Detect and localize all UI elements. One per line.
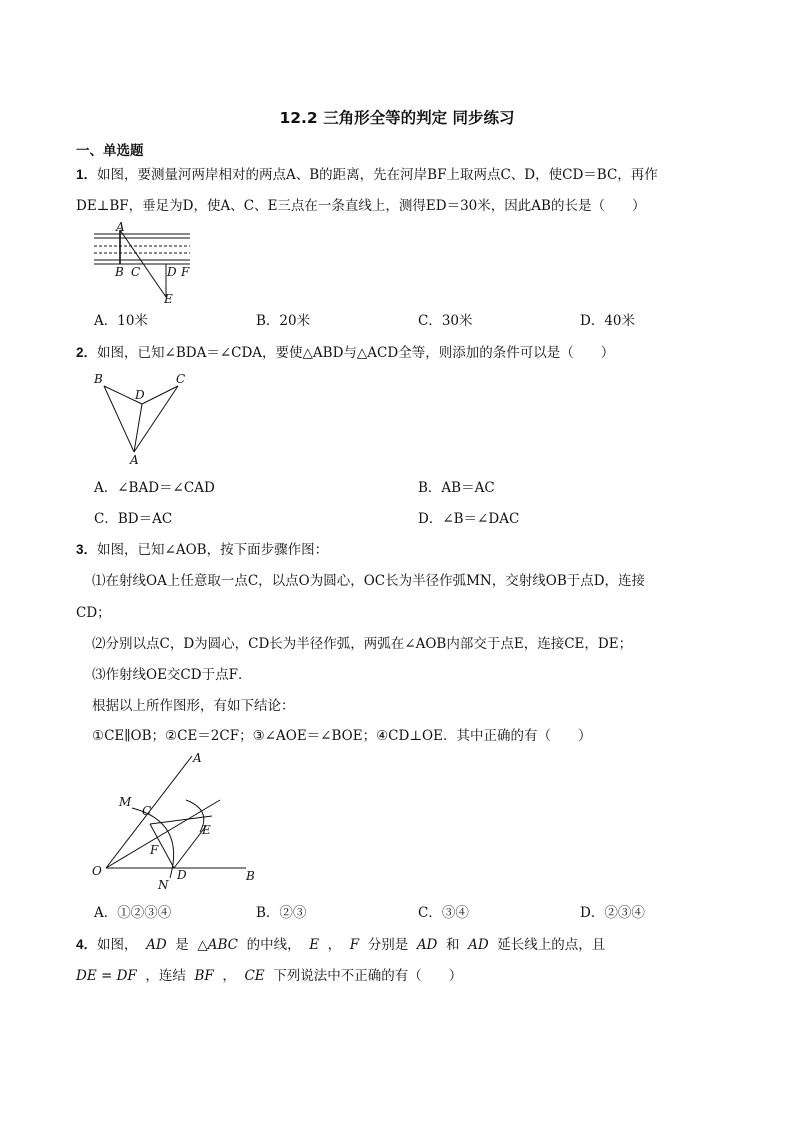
q3-option-b: B．②③ [256,905,307,921]
q4-text-e: 分别是 [367,937,409,953]
q4-text-d: ， [327,937,342,953]
q2-label-B: B [94,372,103,386]
q4-text-g: 延长线上的点，且 [497,937,606,953]
q3-label-N: N [158,878,169,892]
q1-label-B: B [115,265,124,279]
q2-label-A: A [130,453,139,466]
q3-text-1: 如图，已知∠AOB，按下面步骤作图： [97,542,329,558]
section-heading: 一、单选题 [76,143,144,159]
q4-text-connect: ，连结 [145,968,186,984]
q4-math-F: F [349,937,360,953]
q2-segment-BA [104,386,134,452]
q4-math-AD: AD [146,937,167,953]
q2-number: 2． [76,345,98,360]
q4-text-question: 下列说法中不正确的有（ ） [273,968,463,984]
q1-option-d: D．40米 [580,313,636,329]
q4-text-a: 如图， [97,937,138,953]
q3-label-F: F [150,843,159,857]
q3-step3: ⑶作射线OE交CD于点F． [92,667,252,683]
q3-step2: ⑵分别以点C，D为圆心，CD长为半径作弧，两弧在∠AOB内部交于点E，连接CE，DE； [92,636,633,652]
q4-text-f: 和 [445,937,460,953]
q1-figure [88,220,198,308]
q3-option-a: A．①②③④ [94,905,172,921]
q4-text-b: 是 [175,937,189,953]
q4-math-AD-3: AD [468,937,489,953]
q3-option-c: C．③④ [418,905,469,921]
q4-math-DE-DF: DE = DF [76,968,137,984]
q4-line1 [76,936,605,954]
q2-figure [90,370,190,466]
q1-option-a: A．10米 [94,313,148,329]
q2-text-1: 如图，已知∠BDA＝∠CDA，要使△ABD与△ACD全等，则添加的条件可以是（ ） [97,345,615,361]
q2-option-a: A．∠BAD＝∠CAD [94,480,215,496]
q4-line2 [76,967,462,985]
q1-number: 1． [76,167,98,182]
q3-line1 [76,541,328,559]
q4-number: 4． [76,937,98,952]
q1-label-A: A [116,220,125,234]
q3-label-O: O [92,864,102,878]
q4-text-comma: ， [222,968,236,984]
q1-text-1: 如图，要测量河两岸相对的两点A、B的距离，先在河岸BF上取两点C、D，使CD＝BC，再作 [97,167,658,183]
q4-math-BF: BF [194,968,214,984]
worksheet-title: 12.2 三角形全等的判定 同步练习 [279,109,515,127]
q4-math-CE: CE [244,968,265,984]
q3-label-C: C [142,804,152,818]
q2-option-c: C．BD＝AC [94,511,173,527]
q3-option-d: D．②③④ [580,905,645,921]
q3-conclusions: ①CE∥OB；②CE＝2CF；③∠AOE＝∠BOE；④CD⊥OE．其中正确的有（ ） [92,728,592,744]
q2-label-D: D [135,388,145,402]
q4-math-AD-2: AD [416,937,438,953]
q3-number: 3． [76,542,98,557]
q1-label-C: C [131,265,141,279]
q4-math-triangle: △ABC [197,937,239,953]
q2-segment-DA [134,404,142,452]
q1-line2: DE⊥BF，垂足为D，使A、C、E三点在一条直线上，测得ED＝30米，因此AB的长是（ ） [76,198,646,214]
q3-label-B: B [246,869,255,883]
q2-line1 [76,344,614,362]
q3-label-M: M [119,795,132,809]
q4-math-E: E [309,937,320,953]
q1-label-D: D [167,265,177,279]
q1-option-c: C．30米 [418,313,473,329]
q3-label-D: D [177,868,187,882]
q3-step1-b: CD； [76,605,111,621]
q3-step1-a: ⑴在射线OA上任意取一点C，以点O为圆心，OC长为半径作弧MN，交射线OB于点D，连接 [92,573,646,589]
q1-label-F: F [181,265,190,279]
q2-option-d: D．∠B＝∠DAC [418,511,520,527]
q3-label-E: E [202,823,211,837]
q4-text-c: 的中线， [246,937,301,953]
q1-option-b: B．20米 [256,313,311,329]
q3-label-A: A [193,751,202,765]
q1-label-E: E [164,292,173,306]
q3-figure [88,750,268,892]
q2-label-C: C [176,372,186,386]
q1-line1 [76,166,658,184]
q3-conclusion-intro: 根据以上所作图形，有如下结论： [92,698,295,714]
q2-option-b: B．AB＝AC [418,480,495,496]
